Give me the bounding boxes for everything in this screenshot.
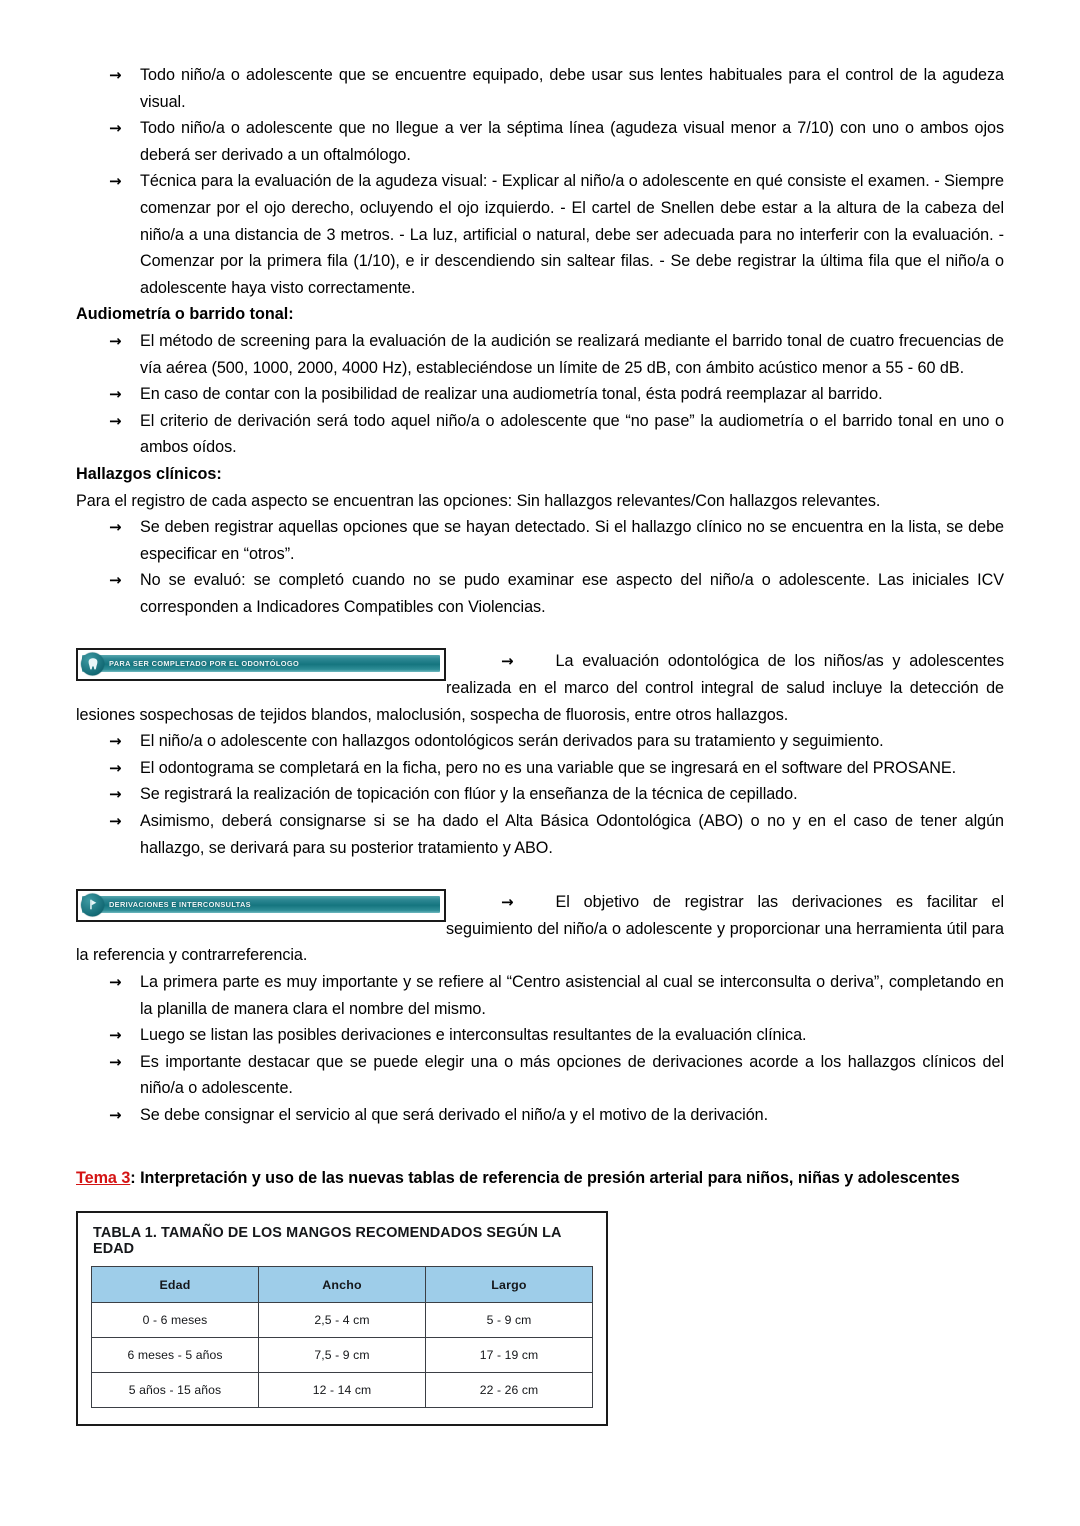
tooth-icon	[81, 652, 104, 675]
list-item-text: La primera parte es muy importante y se refiere al “Centro asistencial al cual se interconsulta o deriva”, completando en la planilla de manera clara el nombre del mismo.	[140, 973, 1004, 1018]
document-body	[76, 62, 1004, 1426]
list-item	[76, 381, 1004, 408]
cell-largo: 22 - 26 cm	[426, 1373, 593, 1408]
derivaciones-banner-bar	[82, 896, 440, 913]
derivaciones-banner-figure	[76, 889, 446, 922]
list-item	[76, 728, 1004, 755]
list-item	[76, 408, 1004, 461]
table-body	[92, 1303, 593, 1408]
arrow-bullet-icon: →	[109, 571, 122, 590]
cell-ancho: 7,5 - 9 cm	[259, 1338, 426, 1373]
tema3-heading	[76, 1165, 1004, 1192]
tema3-title: : Interpretación y uso de las nuevas tablas de referencia de presión arterial para niños, niñas y adolescentes	[130, 1168, 960, 1187]
list-item-text: Asimismo, deberá consignarse si se ha dado el Alta Básica Odontológica (ABO) o no y en el caso de tener algún hallazgo, se derivará para su posterior tratamiento y ABO.	[140, 812, 1004, 857]
cell-ancho: 12 - 14 cm	[259, 1373, 426, 1408]
list-item-text: El criterio de derivación será todo aquel niño/a o adolescente que “no pase” la audiometría o el barrido tonal en uno o ambos oídos.	[140, 411, 1004, 457]
audiometria-heading: Audiometría o barrido tonal:	[76, 305, 294, 324]
list-item-text: El niño/a o adolescente con hallazgos odontológicos serán derivados para su tratamiento y seguimiento.	[140, 732, 884, 751]
spacer	[76, 861, 1004, 889]
arrow-bullet-icon: →	[109, 973, 122, 991]
audiometria-list	[76, 328, 1004, 461]
list-item	[76, 1049, 1004, 1102]
derivaciones-banner-label: DERIVACIONES E INTERCONSULTAS	[109, 900, 251, 910]
list-item	[76, 808, 1004, 861]
arrow-bullet-icon: →	[109, 518, 122, 537]
arrow-bullet-icon: →	[501, 893, 514, 912]
odontologia-banner-label: PARA SER COMPLETADO POR EL ODONTÓLOGO	[109, 659, 300, 669]
list-item-text: Se registrará la realización de topicación con flúor y la enseñanza de la técnica de cepillado.	[140, 785, 798, 804]
list-item	[76, 969, 1004, 1022]
agudeza-visual-list	[76, 62, 1004, 301]
list-item	[76, 62, 1004, 115]
list-item-text: El método de screening para la evaluación de la audición se realizará mediante el barrido tonal de cuatro frecuencias de vía aérea (500, 1000, 2000, 4000 Hz), estableciéndose un límite de 25 dB, con ámbito acústico menor a 55 - 60 dB.	[140, 331, 1004, 377]
cell-largo: 5 - 9 cm	[426, 1303, 593, 1338]
list-item-text: Se deben registrar aquellas opciones que se hayan detectado. Si el hallazgo clínico no se encuentra en la lista, se debe especificar en “otros”.	[140, 518, 1004, 563]
derivaciones-banner-box	[76, 889, 446, 922]
column-header-edad: Edad	[92, 1267, 259, 1303]
odontologia-wrapped-text: La evaluación odontológica de los niños/as y adolescentes realizada en el marco del control integral de salud incluye la detección de lesiones sospechosas de tejidos blandos, maloclusión, sospecha de fluorosis, entre otros hallazgos.	[76, 652, 1004, 724]
arrow-bullet-icon: →	[109, 758, 122, 777]
tabla1-figure	[76, 1211, 608, 1426]
list-item	[76, 1102, 1004, 1129]
table-row	[92, 1338, 593, 1373]
table-head	[92, 1267, 593, 1303]
hallazgos-heading: Hallazgos clínicos:	[76, 464, 222, 483]
tema3-tag: Tema 3	[76, 1168, 131, 1187]
list-item-text: Todo niño/a o adolescente que no llegue a ver la séptima línea (agudeza visual menor a 7/10) con uno o ambos ojos deberá ser derivado a un oftalmólogo.	[140, 119, 1004, 164]
list-item-text: No se evaluó: se completó cuando no se pudo examinar ese aspecto del niño/a o adolescente. Las iniciales ICV corresponden a Indicadores Compatibles con Violencias.	[140, 571, 1004, 616]
list-item	[76, 168, 1004, 301]
cell-edad: 6 meses - 5 años	[92, 1338, 259, 1373]
hallazgos-intro: Para el registro de cada aspecto se encuentran las opciones: Sin hallazgos relevantes/Con hallazgos relevantes.	[76, 491, 881, 510]
spacer	[76, 1129, 1004, 1165]
arrow-bullet-icon: →	[501, 652, 514, 671]
arrow-bullet-icon: →	[109, 331, 122, 350]
derivaciones-wrapped-text: El objetivo de registrar las derivaciones es facilitar el seguimiento del niño/a o adolescente y proporcionar una herramienta útil para la referencia y contrarreferencia.	[76, 893, 1004, 965]
arrow-flag-icon	[81, 893, 104, 916]
table-header-row	[92, 1267, 593, 1303]
list-item	[76, 328, 1004, 381]
odontologia-list	[76, 728, 1004, 861]
arrow-bullet-icon: →	[109, 1052, 122, 1071]
list-item	[76, 781, 1004, 808]
column-header-ancho: Ancho	[259, 1267, 426, 1303]
column-header-largo: Largo	[426, 1267, 593, 1303]
cell-edad: 0 - 6 meses	[92, 1303, 259, 1338]
odontologia-banner-bar	[82, 655, 440, 672]
arrow-bullet-icon: →	[109, 1026, 122, 1045]
list-item	[76, 115, 1004, 168]
list-item-text: El odontograma se completará en la ficha, pero no es una variable que se ingresará en el software del PROSANE.	[140, 758, 957, 777]
arrow-bullet-icon: →	[109, 411, 122, 430]
derivaciones-block	[76, 889, 1004, 969]
arrow-bullet-icon: →	[109, 172, 122, 191]
list-item	[76, 755, 1004, 782]
table-row	[92, 1373, 593, 1408]
arrow-bullet-icon: →	[109, 1105, 122, 1124]
cell-largo: 17 - 19 cm	[426, 1338, 593, 1373]
odontologia-banner-box	[76, 648, 446, 681]
tabla1-mangos	[91, 1266, 593, 1408]
odontologia-block	[76, 648, 1004, 728]
hallazgos-list	[76, 514, 1004, 620]
list-item-text: Se debe consignar el servicio al que será derivado el niño/a y el motivo de la derivación.	[140, 1105, 769, 1124]
list-item-text: Es importante destacar que se puede elegir una o más opciones de derivaciones acorde a los hallazgos clínicos del niño/a o adolescente.	[140, 1052, 1004, 1098]
arrow-bullet-icon: →	[109, 732, 122, 751]
list-item	[76, 1022, 1004, 1049]
cell-ancho: 2,5 - 4 cm	[259, 1303, 426, 1338]
arrow-bullet-icon: →	[109, 785, 122, 804]
tabla1-title: TABLA 1. TAMAÑO DE LOS MANGOS RECOMENDADOS SEGÚN LA EDAD	[93, 1225, 562, 1258]
arrow-bullet-icon: →	[109, 812, 122, 831]
arrow-bullet-icon: →	[109, 119, 122, 138]
arrow-bullet-icon: →	[109, 66, 122, 84]
list-item-text: En caso de contar con la posibilidad de realizar una audiometría tonal, ésta podrá reemplazar al barrido.	[140, 385, 883, 404]
list-item	[76, 514, 1004, 567]
list-item-text: Luego se listan las posibles derivaciones e interconsultas resultantes de la evaluación clínica.	[140, 1026, 807, 1045]
spacer	[76, 620, 1004, 648]
arrow-bullet-icon: →	[109, 385, 122, 404]
odontologia-banner-figure	[76, 648, 446, 681]
list-item-text: Todo niño/a o adolescente que se encuentre equipado, debe usar sus lentes habituales para el control de la agudeza visual.	[140, 66, 1004, 111]
list-item	[76, 567, 1004, 620]
cell-edad: 5 años - 15 años	[92, 1373, 259, 1408]
derivaciones-list	[76, 969, 1004, 1129]
list-item-text: Técnica para la evaluación de la agudeza visual: - Explicar al niño/a o adolescente en qué consiste el examen. - Siempre comenzar por el ojo derecho, ocluyendo el ojo izquierdo. - El cartel de Snellen debe estar a la altura de la cabeza del niño/a a una distancia de 3 metros. - La luz, artificial o natural, debe ser adecuada para no interferir con la evaluación. - Comenzar por la primera fila (1/10), e ir descendiendo sin saltear filas. - Se debe registrar la última fila que el niño/a o adolescente haya visto correctamente.	[140, 172, 1004, 297]
table-row	[92, 1303, 593, 1338]
